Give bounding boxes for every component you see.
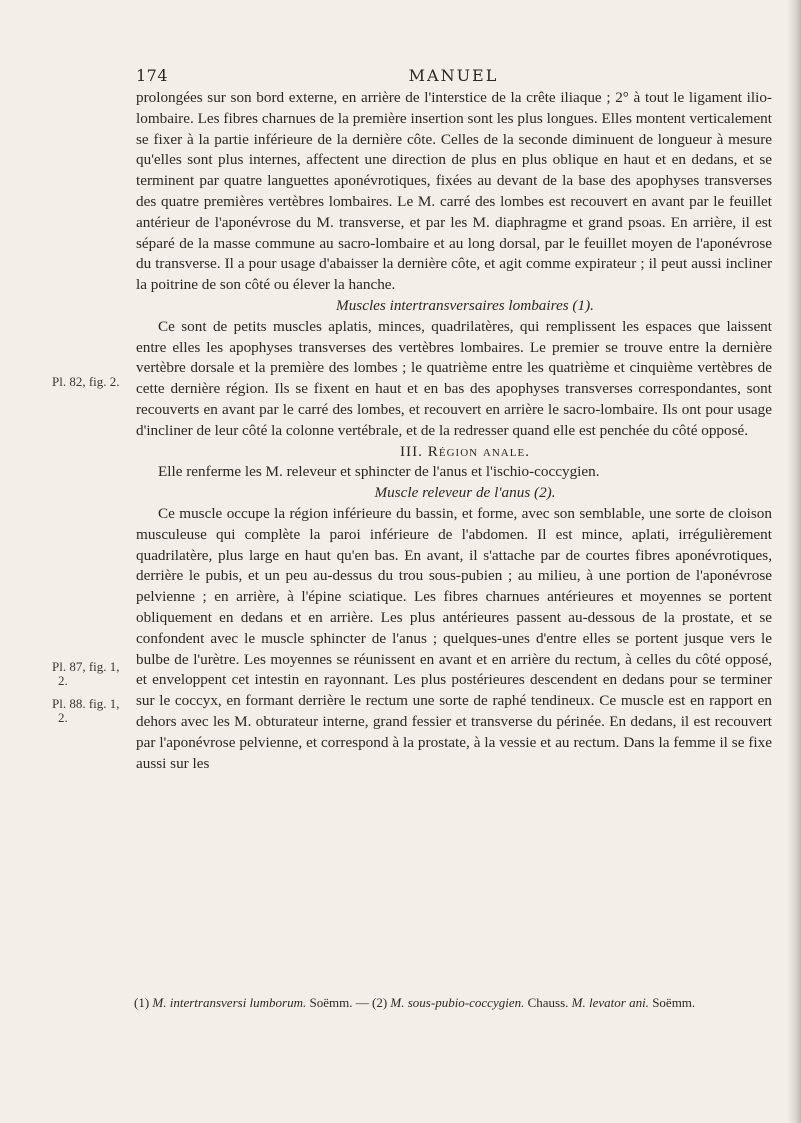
footnote-2-term: M. sous-pubio-coccygien. bbox=[390, 995, 525, 1010]
heading-releveur: Muscle releveur de l'anus (2). bbox=[374, 484, 556, 502]
text-column bbox=[136, 88, 772, 774]
margin-note-pl87 bbox=[52, 660, 120, 688]
margin-note-pl88-line1: Pl. 88. fig. 1, bbox=[52, 696, 120, 711]
page-number: 174 bbox=[136, 66, 169, 85]
margin-note-pl88-line2: 2. bbox=[58, 710, 68, 725]
paragraph-continuation: prolongées sur son bord externe, en arrière de l'interstice de la crête iliaque ; 2° à tout le ligament ilio-lombaire. Les fibres charnues de la première insertion sont les plus longues. Elles montent verticalement se fixer à la partie inférieure de la dernière côte. Celles de la seconde diminuent de longueur à mesure qu'elles sont plus internes, affectent une direction de plus en plus oblique en haut et en dedans, et se terminent par quatre languettes aponévrotiques, fixées au devant de la base des apophyses transverses des quatre premières vertèbres lombaires. Le M. carré des lombes est recouvert en avant par le feuillet antérieur de l'aponévrose du M. transverse, et par les M. diaphragme et grand psoas. En arrière, il est séparé de la masse commune au sacro-lombaire et au long dorsal, par le feuillet moyen de l'aponévrose du transverse. Il a pour usage d'abaisser la dernière côte, et agit comme expirateur ; il peut aussi incliner la poitrine de son côté ou élever la hanche. bbox=[136, 89, 772, 294]
paragraph-releveur: Ce muscle occupe la région inférieure du bassin, et forme, avec son semblable, une sorte de cloison musculeuse qui complète la paroi inférieure de l'abdomen. Il est mince, aplati, irrégulièrement quadrilatère, plus large en haut qu'en bas. En avant, il s'attache par de courtes fibres aponévrotiques, derrière le pubis, et un peu au-dessus du trou sous-pubien ; au milieu, à une portion de l'aponévrose pelvienne ; en arrière, à l'épine sciatique. Les fibres charnues antérieures et moyennes se portent obliquement en dedans et en arrière. Les plus antérieures passent au-dessous de la prostate, et se confondent avec le muscle sphincter de l'anus ; quelques-unes d'entre elles se portent jusque vers le bulbe de l'urètre. Les moyennes se réunissent en avant et en arrière du rectum, à celles du côté opposé, et enveloppent cet intestin en rayonnant. Les plus postérieures descendent en dedans pour se terminer sur le coccyx, en formant derrière le rectum une sorte de raphé tendineux. Ce muscle est en rapport en dehors avec les M. obturateur interne, grand fessier et transverse du périnée. En dedans, il est recouvert par l'aponévrose pelvienne, et correspond à la prostate, à la vessie et au rectum. Dans la femme il se fixe aussi sur les bbox=[136, 504, 772, 772]
paragraph-region-anale: Elle renferme les M. releveur et sphincter de l'anus et l'ischio-coccygien. bbox=[158, 463, 600, 481]
footnotes bbox=[134, 995, 774, 1011]
margin-note-pl88 bbox=[52, 697, 120, 725]
page-header bbox=[136, 66, 771, 90]
heading-intertransversaires: Muscles intertransversaires lombaires (1). bbox=[336, 296, 594, 314]
footnote-1-term: M. intertransversi lumborum. bbox=[152, 995, 307, 1010]
footnote-1-number: (1) bbox=[134, 995, 150, 1010]
footnote-2-author: Chauss. bbox=[527, 995, 569, 1010]
margin-note-pl82: Pl. 82, fig. 2. bbox=[52, 374, 120, 389]
paragraph-intertransversaires: Ce sont de petits muscles aplatis, minces, quadrilatères, qui remplissent les espaces que laissent entre elles les apophyses transverses des vertèbres lombaires. Le premier se trouve entre la dernière vertèbre dorsale et la première des lombes ; le quatrième entre les quatrième et cinquième vertèbres de cette dernière région. Ils se fixent en haut et en bas des apophyses transverses correspondantes, sont recouverts en avant par le carré des lombes, et recouvert en arrière le sacro-lombaire. Ils ont pour usage d'incliner de leur côté la colonne vertébrale, et de la redresser quand elle est penchée du côté opposé. bbox=[136, 317, 772, 439]
footnote-2-number: (2) bbox=[372, 995, 388, 1010]
footnote-3-author: Soëmm. bbox=[652, 995, 696, 1010]
footnote-3-term: M. levator ani. bbox=[571, 995, 649, 1010]
margin-note-pl87-line1: Pl. 87, fig. 1, bbox=[52, 659, 120, 674]
page-edge-shadow bbox=[787, 0, 801, 1123]
footnote-1-author: Soëmm. — bbox=[309, 995, 369, 1010]
running-title: MANUEL bbox=[408, 66, 499, 85]
margin-note-pl87-line2: 2. bbox=[58, 673, 68, 688]
heading-region-anale: III. Région anale. bbox=[400, 442, 530, 460]
